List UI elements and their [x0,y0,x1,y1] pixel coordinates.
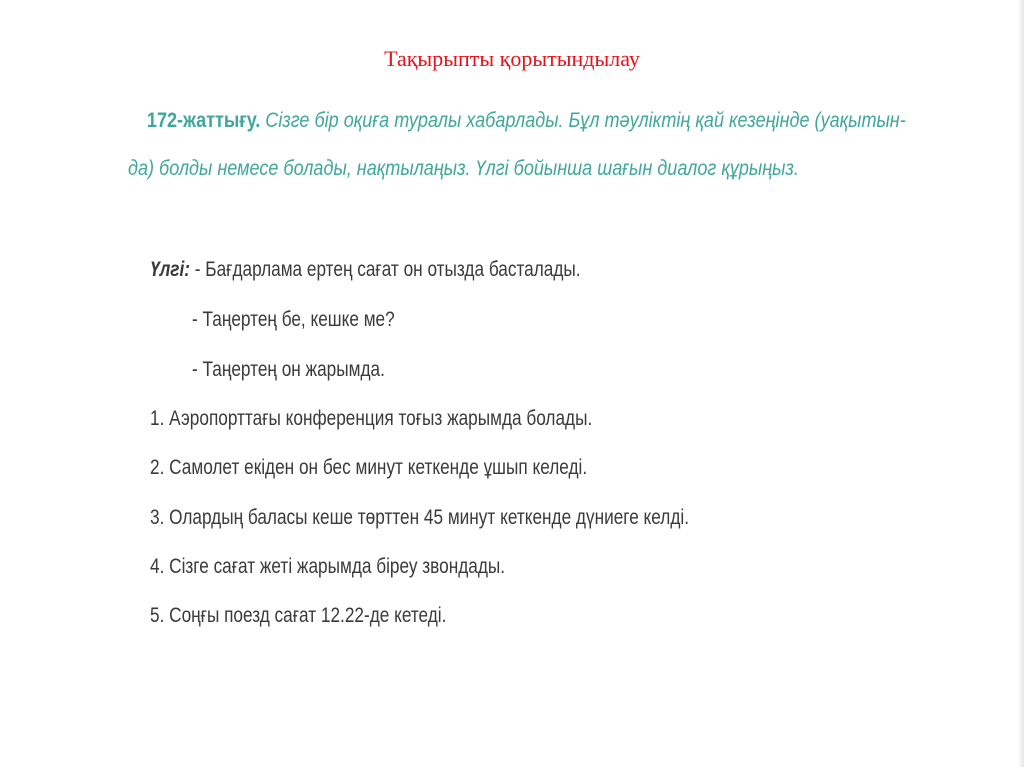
list-item: 3. Олардың баласы кеше төрттен 45 минут кеткенде дүниеге келді. [150,506,690,529]
slide-edge-shadow [1018,0,1024,767]
list-item: 5. Соңғы поезд сағат 12.22-де кетеді. [150,604,447,627]
list-item: 1. Аэропорттағы конференция тоғыз жарымда болады. [150,407,593,430]
exercise-instruction-text-2: да) болды немесе болады, нақтылаңыз. Үлгі бойынша шағын диалог құрыңыз. [128,157,799,180]
sample-label: Үлгі: [150,258,191,281]
exercise-instruction-text-1: Сізге бір оқиға туралы хабарлады. Бұл тәуліктің қай кезеңінде (уақытын- [265,109,906,132]
list-item: 4. Сізге сағат жеті жарымда біреу звондады. [150,555,506,578]
list-item: 2. Самолет екіден он бес минут кеткенде ұшып келеді. [150,456,588,479]
sample-line-1-text: - Бағдарлама ертең сағат он отызда басталады. [190,258,581,281]
sample-line-1 [150,258,581,282]
exercise-number: 172-жаттығу. [146,109,261,132]
sample-line-3: - Таңертең он жарымда. [192,358,385,381]
exercise-line-1 [147,104,906,137]
slide-title: Тақырыпты қорытындылау [384,46,640,71]
sample-line-2: - Таңертең бе, кешке ме? [192,308,395,331]
